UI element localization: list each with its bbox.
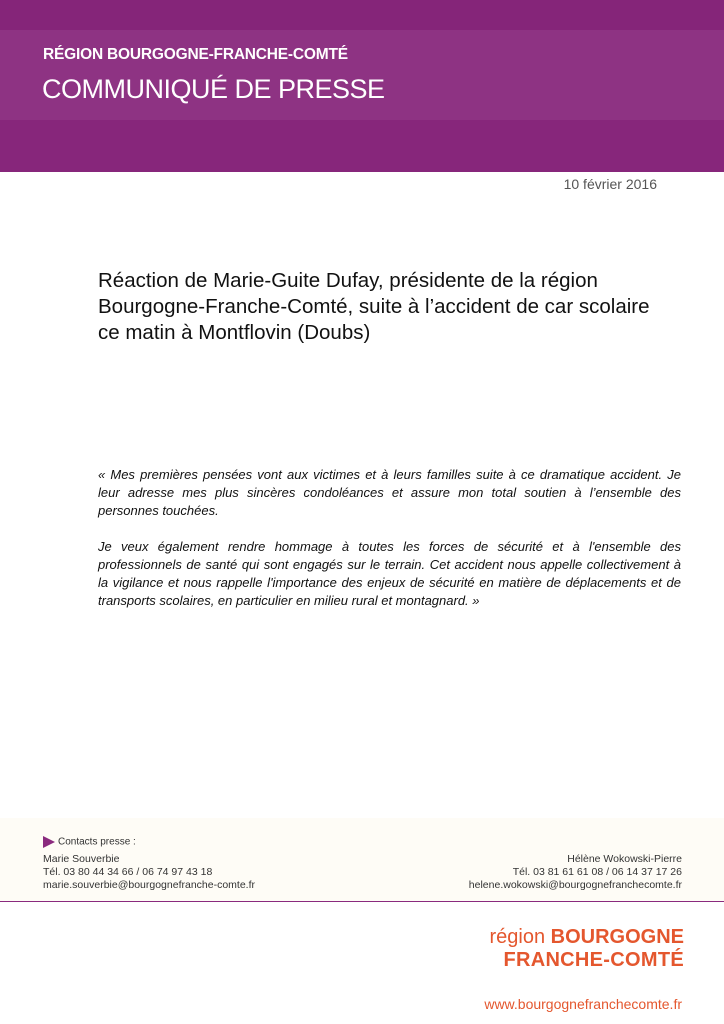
contacts-label-text: Contacts presse : <box>58 836 136 848</box>
document-type: COMMUNIQUÉ DE PRESSE <box>42 74 385 104</box>
quote-paragraph-2: Je veux également rendre hommage à toutes les forces de sécurité et à l'ensemble des professionnels de santé qui sont engagés sur le terrain. Cet accident nous appelle collectivement à la vigilance et nous rappelle l'importance des enjeux de sécurité en matière de déplacements et de transports scolaires, en particulier en milieu rural et montagnard. » <box>98 539 681 608</box>
arrow-right-icon <box>43 836 55 848</box>
publication-date: 10 février 2016 <box>563 176 657 192</box>
logo-line1-bold: BOURGOGNE <box>550 926 684 948</box>
quote-block <box>98 466 681 628</box>
region-title: RÉGION BOURGOGNE-FRANCHE-COMTÉ <box>43 46 348 63</box>
contact-right-email[interactable]: helene.wokowski@bourgognefranchecomte.fr <box>468 879 682 891</box>
press-release-title: Réaction de Marie-Guite Dufay, présidente de la région Bourgogne-Franche-Comté, suite à l’accident de car scolaire ce matin à Montflovin (Doubs) <box>98 269 650 344</box>
logo-prefix: région <box>489 926 546 948</box>
quote-paragraph-1: « Mes premières pensées vont aux victimes et à leurs familles suite à ce dramatique accident. Je leur adresse mes plus sincères condoléances et assure mon total soutien à l’ensemble des personnes touchées. <box>98 467 681 518</box>
contact-left <box>43 853 255 892</box>
contact-left-name: Marie Souverbie <box>43 853 120 865</box>
header-band-bottom <box>0 120 724 172</box>
region-logo <box>489 926 684 972</box>
contact-right <box>469 853 682 892</box>
contact-right-phone: Tél. 03 81 61 61 08 / 06 14 37 17 26 <box>512 866 682 878</box>
contact-right-name: Hélène Wokowski-Pierre <box>567 853 682 865</box>
footer-divider <box>0 901 724 902</box>
contact-left-email[interactable]: marie.souverbie@bourgognefranche-comte.fr <box>43 879 256 891</box>
contacts-label <box>43 836 136 848</box>
contact-left-phone: Tél. 03 80 44 34 66 / 06 74 97 43 18 <box>43 866 213 878</box>
header-band-top <box>0 0 724 30</box>
website-link[interactable]: www.bourgognefranchecomte.fr <box>484 996 682 1012</box>
logo-line2: FRANCHE-COMTÉ <box>503 949 684 971</box>
